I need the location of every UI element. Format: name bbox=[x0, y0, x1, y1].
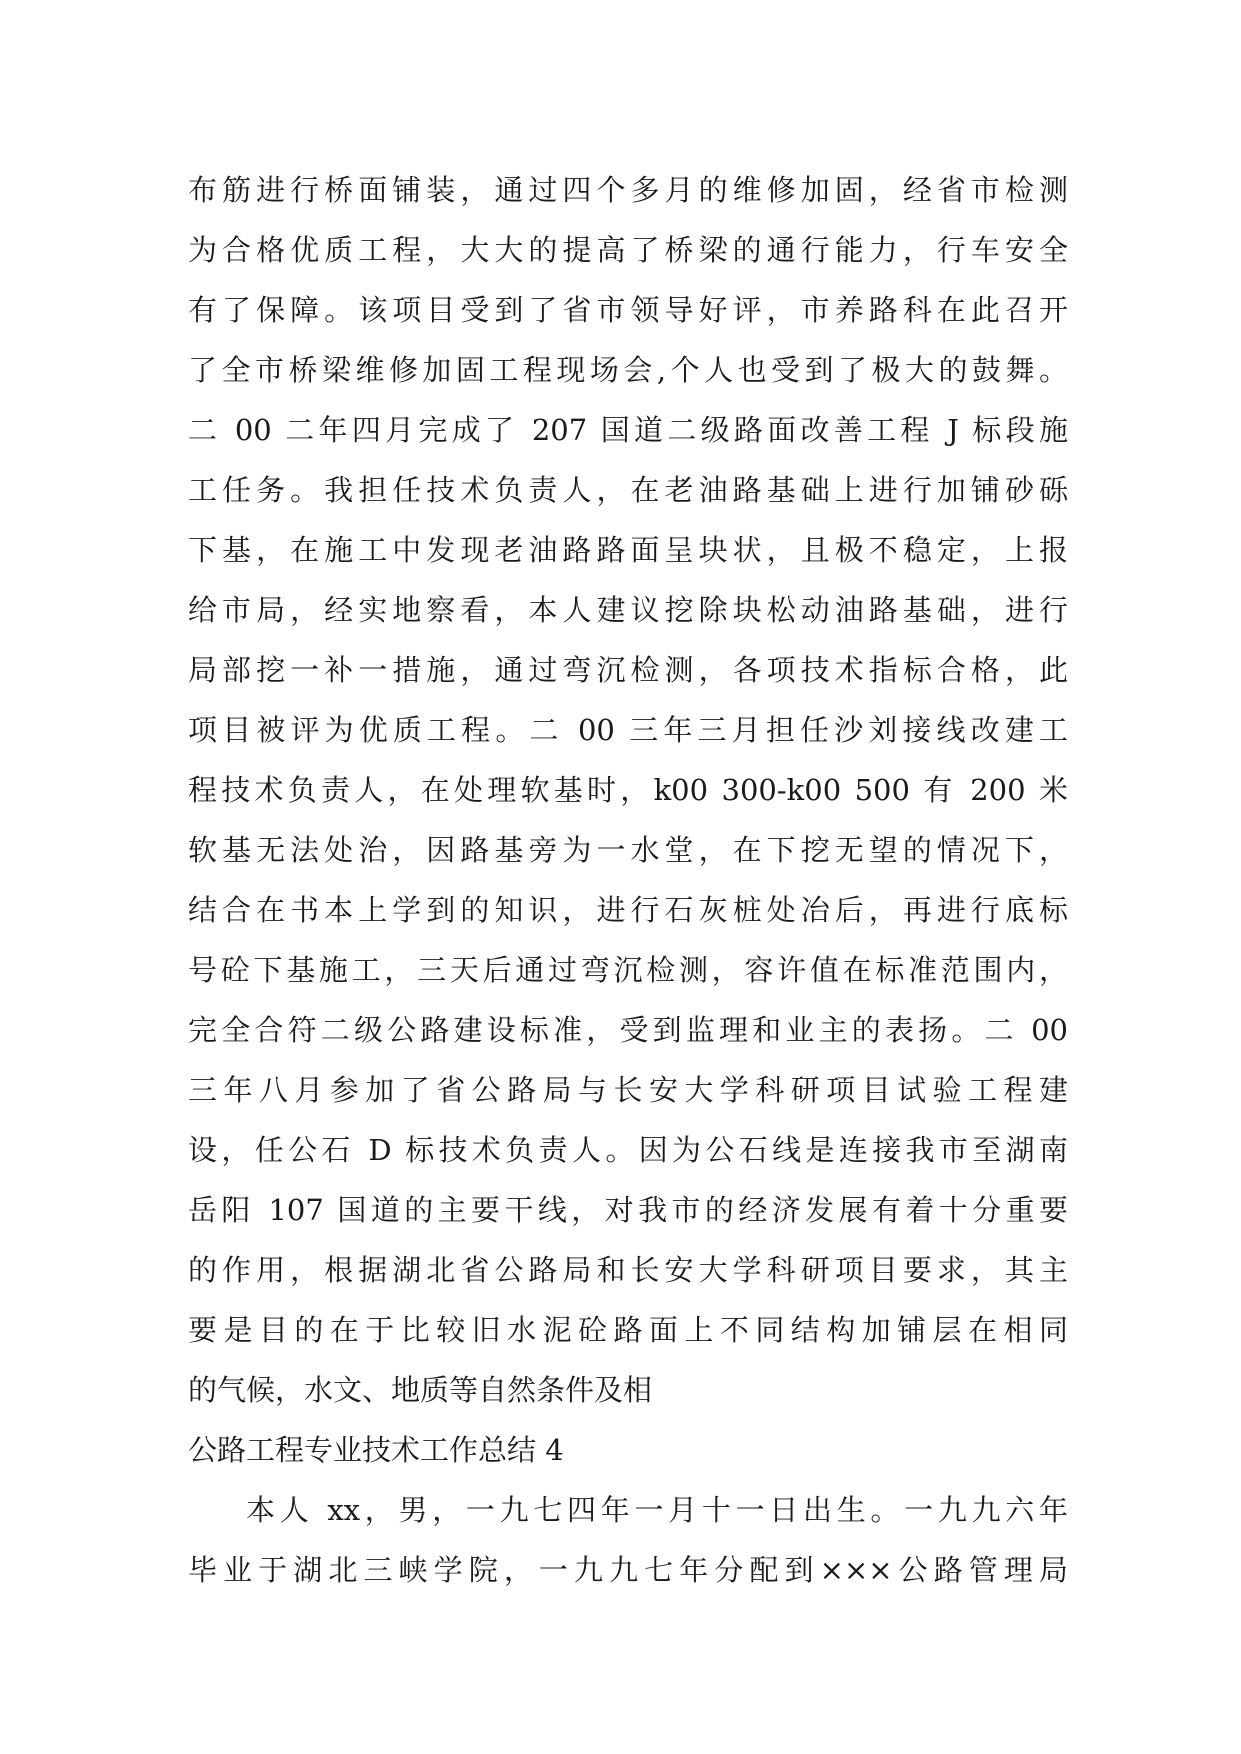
text-line: 项目被评为优质工程。二 00 三年三月担任沙刘接线改建工 bbox=[188, 713, 1068, 747]
text-line: 有了保障。该项目受到了省市领导好评，市养路科在此召开 bbox=[188, 293, 1068, 327]
text-line: 布筋进行桥面铺装，通过四个多月的维修加固，经省市检测 bbox=[188, 173, 1068, 207]
paragraph-continued bbox=[188, 160, 1068, 1420]
document-body bbox=[188, 160, 1068, 1600]
text-line: 本人 xx，男，一九七四年一月十一日出生。一九九六年 bbox=[246, 1493, 1068, 1527]
text-line: 设，任公石 D 标技术负责人。因为公石线是连接我市至湖南 bbox=[188, 1133, 1068, 1167]
text-line: 岳阳 107 国道的主要干线，对我市的经济发展有着十分重要 bbox=[188, 1193, 1068, 1227]
text-line: 号砼下基施工，三天后通过弯沉检测，容许值在标准范围内， bbox=[188, 953, 1068, 987]
text-line: 的气候，水文、地质等自然条件及相 bbox=[188, 1373, 653, 1407]
text-line: 三年八月参加了省公路局与长安大学科研项目试验工程建 bbox=[188, 1073, 1068, 1107]
text-line: 的作用，根据湖北省公路局和长安大学科研项目要求，其主 bbox=[188, 1253, 1068, 1287]
text-line: 结合在书本上学到的知识，进行石灰桩处冶后，再进行底标 bbox=[188, 893, 1068, 927]
text-line: 工任务。我担任技术负责人，在老油路基础上进行加铺砂砾 bbox=[188, 473, 1068, 507]
text-line: 毕业于湖北三峡学院，一九九七年分配到×××公路管理局 bbox=[188, 1553, 1068, 1587]
text-line: 局部挖一补一措施，通过弯沉检测，各项技术指标合格，此 bbox=[188, 653, 1068, 687]
paragraph-intro bbox=[188, 1480, 1068, 1600]
text-line: 程技术负责人，在处理软基时，k00 300-k00 500 有 200 米 bbox=[188, 773, 1068, 807]
text-line: 下基，在施工中发现老油路路面呈块状，且极不稳定，上报 bbox=[188, 533, 1068, 567]
text-line: 给市局，经实地察看，本人建议挖除块松动油路基础，进行 bbox=[188, 593, 1068, 627]
text-line: 为合格优质工程，大大的提高了桥梁的通行能力，行车安全 bbox=[188, 233, 1068, 267]
text-line: 完全合符二级公路建设标准，受到监理和业主的表扬。二 00 bbox=[188, 1013, 1068, 1047]
text-line: 要是目的在于比较旧水泥砼路面上不同结构加铺层在相同 bbox=[188, 1313, 1068, 1347]
section-heading: 公路工程专业技术工作总结 4 bbox=[188, 1433, 564, 1467]
text-line: 了全市桥梁维修加固工程现场会,个人也受到了极大的鼓舞。 bbox=[188, 353, 1068, 387]
text-line: 二 00 二年四月完成了 207 国道二级路面改善工程 J 标段施 bbox=[188, 413, 1068, 447]
text-line: 软基无法处治，因路基旁为一水堂，在下挖无望的情况下， bbox=[188, 833, 1068, 867]
